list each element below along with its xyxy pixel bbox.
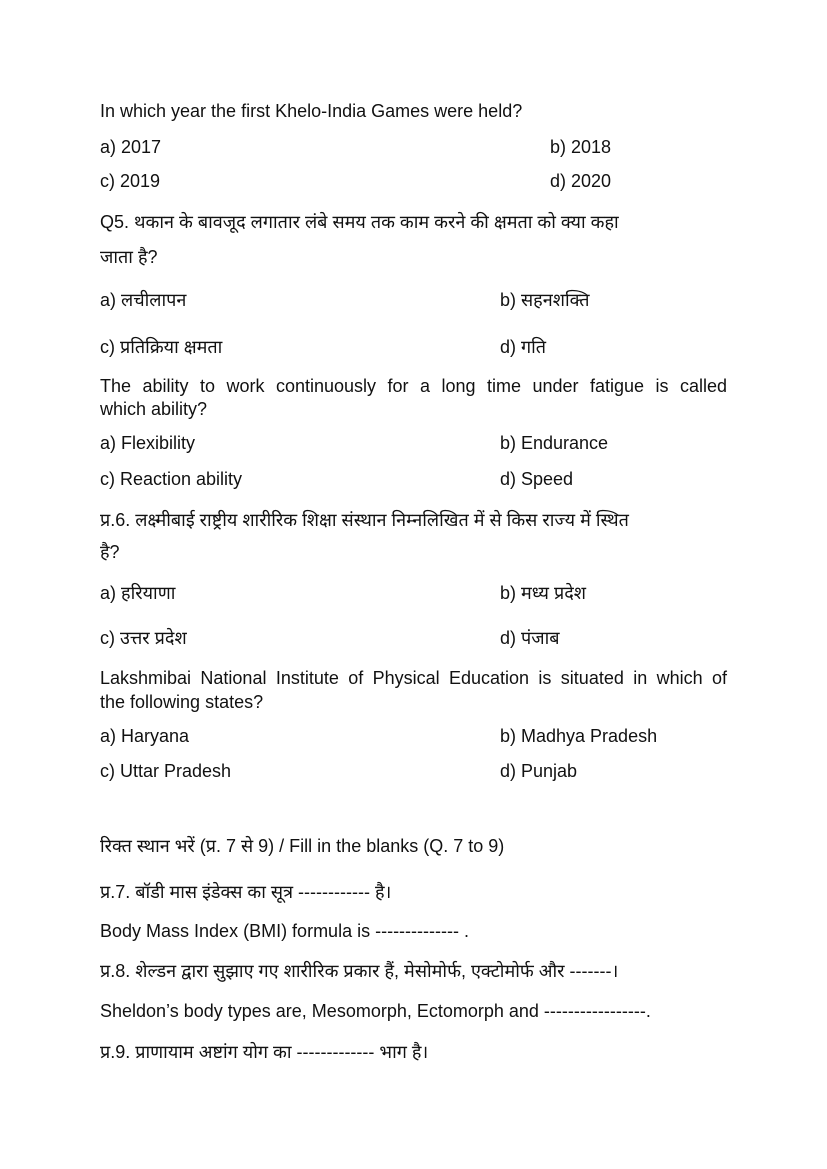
option-c: c) 2019 bbox=[100, 171, 161, 191]
question-8-hindi: प्र.8. शेल्डन द्वारा सुझाए गए शारीरिक प्रकार हैं, मेसोमोर्फ, एक्टोमोर्फ और -------। bbox=[100, 961, 619, 981]
option-d: d) Speed bbox=[500, 469, 574, 489]
question-7-hindi: प्र.7. बॉडी मास इंडेक्स का सूत्र ------------ है। bbox=[100, 882, 392, 902]
question-text-english-cont: which ability? bbox=[100, 399, 208, 419]
option-a: a) Haryana bbox=[100, 726, 190, 746]
option-b: b) Madhya Pradesh bbox=[500, 726, 658, 746]
question-text-english-cont: the following states? bbox=[100, 692, 264, 712]
option-b-hindi: b) मध्य प्रदेश bbox=[500, 583, 587, 603]
question-text-english: Lakshmibai National Institute of Physical Education is situated in which of bbox=[100, 668, 727, 688]
section-heading: रिक्त स्थान भरें (प्र. 7 से 9) / Fill in the blanks (Q. 7 to 9) bbox=[100, 836, 505, 856]
option-d-hindi: d) गति bbox=[500, 337, 547, 357]
option-b: b) Endurance bbox=[500, 433, 609, 453]
question-text: In which year the first Khelo-India Games were held? bbox=[100, 101, 523, 121]
option-d: d) 2020 bbox=[550, 171, 612, 191]
question-text-hindi-cont: है? bbox=[100, 542, 120, 562]
option-d-hindi: d) पंजाब bbox=[500, 628, 560, 648]
option-c: c) Reaction ability bbox=[100, 469, 243, 489]
question-text-english: The ability to work continuously for a long time under fatigue is called bbox=[100, 376, 727, 396]
option-a: a) 2017 bbox=[100, 137, 162, 157]
option-a: a) Flexibility bbox=[100, 433, 196, 453]
question-text-hindi: Q5. थकान के बावजूद लगातार लंबे समय तक काम करने की क्षमता को क्या कहा bbox=[100, 212, 619, 232]
option-c: c) Uttar Pradesh bbox=[100, 761, 232, 781]
question-9-hindi: प्र.9. प्राणायाम अष्टांग योग का ------------- भाग है। bbox=[100, 1042, 429, 1062]
option-a-hindi: a) लचीलापन bbox=[100, 290, 187, 310]
question-8-english: Sheldon’s body types are, Mesomorph, Ectomorph and -----------------. bbox=[100, 1001, 651, 1021]
option-d: d) Punjab bbox=[500, 761, 578, 781]
option-c-hindi: c) प्रतिक्रिया क्षमता bbox=[100, 337, 223, 357]
option-a-hindi: a) हरियाणा bbox=[100, 583, 176, 603]
question-7-english: Body Mass Index (BMI) formula is -------------- . bbox=[100, 921, 469, 941]
question-text-hindi: प्र.6. लक्ष्मीबाई राष्ट्रीय शारीरिक शिक्षा संस्थान निम्नलिखित में से किस राज्य में स्थित bbox=[100, 510, 629, 530]
option-b: b) 2018 bbox=[550, 137, 612, 157]
option-b-hindi: b) सहनशक्ति bbox=[500, 290, 590, 310]
question-text-hindi-cont: जाता है? bbox=[100, 247, 158, 267]
option-c-hindi: c) उत्तर प्रदेश bbox=[100, 628, 187, 648]
